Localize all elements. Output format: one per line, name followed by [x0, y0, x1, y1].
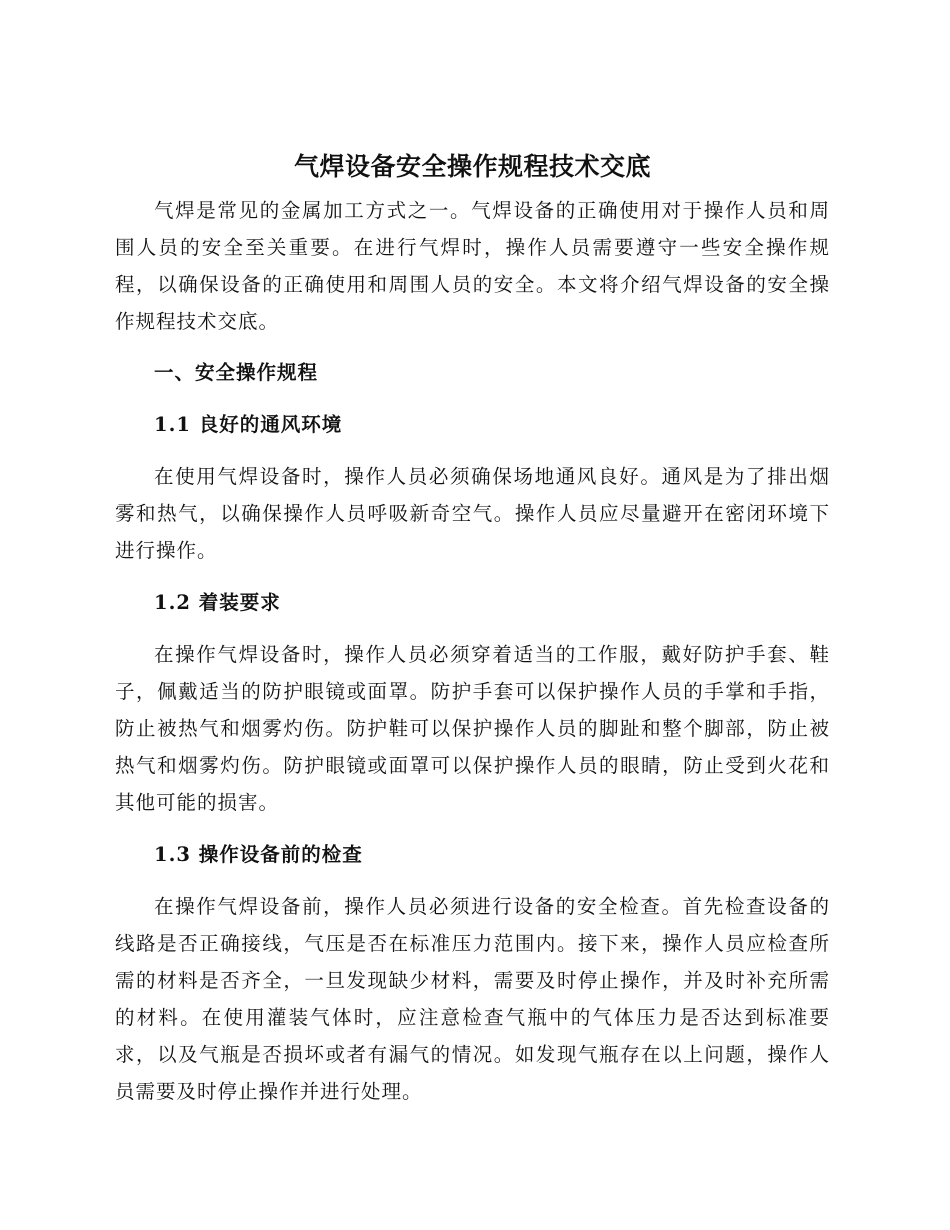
- document-title: 气焊设备安全操作规程技术交底: [293, 152, 651, 181]
- ventilation-paragraph: 在使用气焊设备时，操作人员必须确保场地通风良好。通风是为了排出烟雾和热气，以确保操作人员呼吸新奇空气。操作人员应尽量避开在密闭环境下进行操作。: [115, 465, 830, 562]
- subsection-heading-ventilation: 1.1 良好的通风环境: [154, 413, 343, 436]
- subsection-heading-attire: 1.2 着装要求: [154, 591, 281, 614]
- subsection-heading-pre-check: 1.3 操作设备前的检查: [154, 843, 363, 866]
- attire-paragraph: 在操作气焊设备时，操作人员必须穿着适当的工作服，戴好防护手套、鞋子，佩戴适当的防护眼镜或面罩。防护手套可以保护操作人员的手掌和手指，防止被热气和烟雾灼伤。防护鞋可以保护操作人员的脚趾和整个脚部，防止被热气和烟雾灼伤。防护眼镜或面罩可以保护操作人员的眼睛，防止受到火花和其他可能的损害。: [115, 643, 830, 814]
- section-heading-safety-rules: 一、安全操作规程: [154, 361, 319, 384]
- pre-check-paragraph: 在操作气焊设备前，操作人员必须进行设备的安全检查。首先检查设备的线路是否正确接线，气压是否在标准压力范围内。接下来，操作人员应检查所需的材料是否齐全，一旦发现缺少材料，需要及时停止操作，并及时补充所需的材料。在使用灌装气体时，应注意检查气瓶中的气体压力是否达到标准要求，以及气瓶是否损坏或者有漏气的情况。如发现气瓶存在以上问题，操作人员需要及时停止操作并进行处理。: [115, 895, 830, 1103]
- document-content: [115, 150, 830, 1110]
- intro-paragraph: 气焊是常见的金属加工方式之一。气焊设备的正确使用对于操作人员和周围人员的安全至关重要。在进行气焊时，操作人员需要遵守一些安全操作规程，以确保设备的正确使用和周围人员的安全。本文将介绍气焊设备的安全操作规程技术交底。: [115, 199, 830, 333]
